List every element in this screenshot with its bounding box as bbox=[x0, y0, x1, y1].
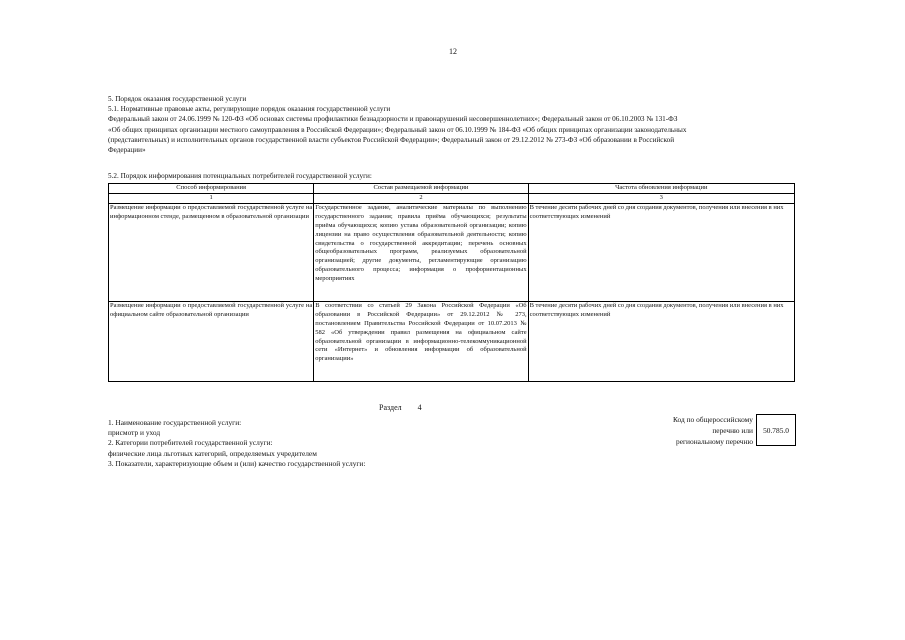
consumer-category-label: 2. Категории потребителей государственной услуги: bbox=[108, 438, 273, 448]
column-number-row bbox=[109, 194, 795, 204]
consumer-category-value: физические лица льготных категорий, определяемых учредителем bbox=[108, 448, 317, 458]
law-line: Федеральный закон от 24.06.1999 № 120-ФЗ «Об основах системы профилактики безнадзорности и правонарушений несовершеннолетних»; Федеральный закон от 06.10.2003 № 131-ФЗ bbox=[108, 115, 678, 124]
registry-code-label bbox=[673, 414, 753, 447]
table-row bbox=[109, 203, 795, 301]
column-header: Состав размещаемой информации bbox=[314, 184, 528, 194]
section-subtitle: 5.1. Нормативные правовые акты, регулирующие порядок оказания государственной услуги bbox=[108, 105, 391, 114]
section-5 bbox=[108, 94, 798, 155]
table-header-row bbox=[109, 184, 795, 194]
info-content-cell: Государственное задание, аналитические материалы по выполнению государственного задания; правила приёма обучающихся; результаты приёма обучающихся; копию устава образовательной организации; копию лицензии на право осуществления образовательной деятельности; копию свидетельства о государственной аккредитации; перечень основных общеобразовательных программ, реализуемых образовательной организацией; другие документы, регламентирующие организацию образовательного процесса; информация о профориентационных мероприятиях bbox=[314, 203, 528, 301]
table-row bbox=[109, 301, 795, 381]
info-frequency-cell: В течение десяти рабочих дней со дня создания документов, получения или внесения в них соответствующих изменений bbox=[528, 203, 794, 301]
section-heading-label: Раздел bbox=[379, 403, 402, 412]
service-name-value: присмотр и уход bbox=[108, 428, 161, 438]
column-header: Частота обновления информации bbox=[528, 184, 794, 194]
column-number: 1 bbox=[109, 194, 314, 204]
section-heading-number: 4 bbox=[417, 403, 422, 412]
page-number: 12 bbox=[449, 47, 457, 56]
section-title: 5. Порядок оказания государственной услуги bbox=[108, 95, 247, 103]
column-header: Способ информирования bbox=[109, 184, 314, 194]
service-name-label: 1. Наименование государственной услуги: bbox=[108, 418, 242, 427]
section-heading bbox=[379, 403, 422, 412]
table-caption: 5.2. Порядок информирования потенциальных потребителей государственной услуги: bbox=[108, 172, 372, 180]
info-content-cell: В соответствии со статьей 29 Закона Российской Федерации «Об образовании в Российской Федерации» от 29.12.2012 № 273, постановлением Правительства Российской Федерации от 10.07.2013 № 582 «Об утверждении правил размещения на официальном сайте образовательной организации в информационно-телекоммуникационной сети «Интернет» и обновления информации об образовательной организации» bbox=[314, 301, 528, 381]
registry-code-label-line: Код по общероссийскому bbox=[672, 415, 753, 424]
info-method-cell: Размещение информации о предоставляемой государственной услуге на информационном стенде, размещенном в образовательной организации bbox=[109, 203, 314, 301]
service-description bbox=[108, 418, 365, 469]
information-table bbox=[108, 183, 795, 382]
registry-code-label-line: перечню или bbox=[712, 426, 753, 435]
law-line: «Об общих принципах организации местного самоуправления в Российской Федерации»; Федеральный закон от 06.10.1999 № 184-ФЗ «Об общих принципах организации законодательных bbox=[108, 125, 687, 134]
law-line: Федерации» bbox=[108, 146, 146, 155]
info-frequency-cell: В течение десяти рабочих дней со дня создания документов, получения или внесения в них соответствующих изменений bbox=[528, 301, 794, 381]
law-line: (представительных) и исполнительных органов государственной власти субъектов Российской Федерации»; Федеральный закон от 29.12.2012 № 273-ФЗ «Об образовании в Российской bbox=[108, 135, 675, 144]
registry-code-box: 50.785.0 bbox=[756, 414, 796, 446]
registry-code-label-line: региональному перечню bbox=[676, 437, 753, 446]
column-number: 2 bbox=[314, 194, 528, 204]
indicators-label: 3. Показатели, характеризующие объем и (или) качество государственной услуги: bbox=[108, 458, 366, 468]
info-method-cell: Размещение информации о предоставляемой государственной услуге на официальном сайте образовательной организации bbox=[109, 301, 314, 381]
column-number: 3 bbox=[528, 194, 794, 204]
